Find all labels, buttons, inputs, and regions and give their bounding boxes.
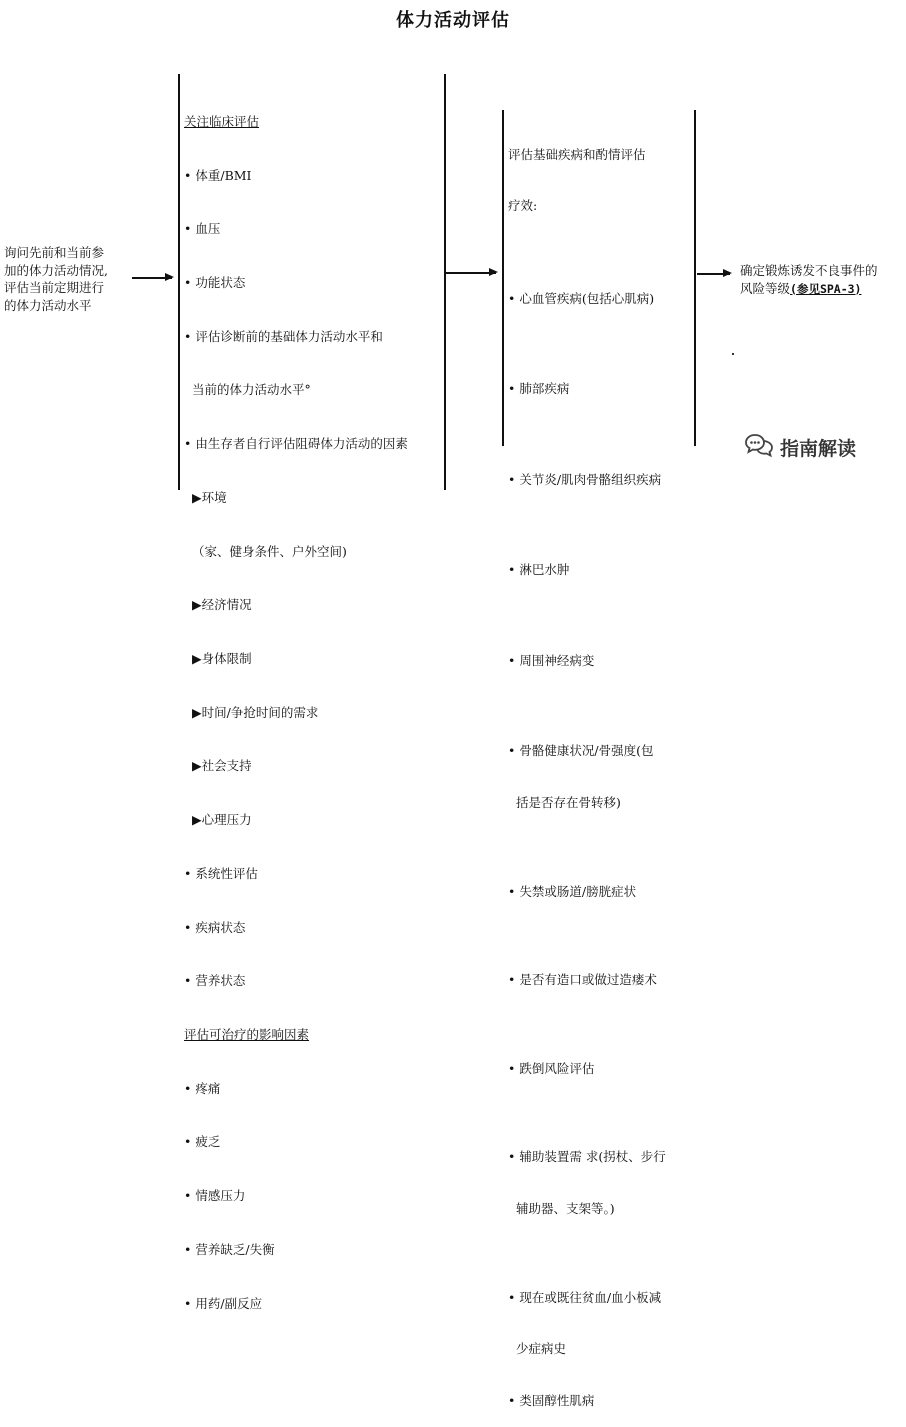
sub-item: ▶时间/争抢时间的需求 [192, 704, 319, 720]
outcome-box [740, 262, 878, 298]
list-item: • 评估诊断前的基础体力活动水平和 [184, 328, 383, 344]
stray-mark [732, 353, 734, 355]
arrow-middle-to-right [446, 272, 496, 274]
sub-item: ▶身体限制 [192, 651, 252, 666]
list-item: • 淋巴水肿 [508, 562, 570, 578]
list-item: • 周围神经病变 [508, 652, 595, 668]
list-item: • 血压 [184, 221, 221, 237]
list-item: • 功能状态 [184, 274, 246, 290]
list-item: • 跌倒风险评估 [508, 1060, 595, 1076]
left-line: 评估当前定期进行 [4, 280, 105, 296]
watermark-text: 指南解读 [780, 438, 857, 460]
right-right-bracket [694, 110, 696, 446]
list-item: • 用药/副反应 [184, 1295, 263, 1311]
spa-3-reference: (参见SPA-3) [790, 281, 862, 296]
section-heading: 关注临床评估 [184, 113, 260, 129]
sub-item-detail: （家、健身条件、户外空间) [192, 543, 347, 559]
outcome-line: 确定锻炼诱发不良事件的 [740, 263, 878, 278]
list-item: • 体重/BMI [184, 167, 252, 183]
list-item: • 情感压力 [184, 1188, 246, 1204]
left-box [4, 244, 108, 314]
section-heading: 评估基础疾病和酌情评估 [508, 146, 646, 162]
list-item: • 骨骼健康状况/骨强度(包 [508, 743, 654, 759]
list-item: • 关节炎/肌肉骨骼组织疾病 [508, 471, 662, 487]
list-item: • 现在或既往贫血/血小板减 [508, 1289, 662, 1305]
arrow-left-to-middle [132, 277, 172, 279]
middle-left-bracket [178, 74, 180, 490]
sub-item: ▶心理压力 [192, 812, 252, 828]
arrow-right-to-outcome [697, 273, 730, 275]
list-item: • 疼痛 [184, 1080, 221, 1096]
section-heading: 评估可治疗的影响因素 [184, 1027, 310, 1043]
list-item-continuation: 辅助器、支架等。) [516, 1201, 615, 1217]
list-item: • 疾病状态 [184, 919, 246, 935]
sub-item: ▶经济情况 [192, 597, 252, 613]
list-item: • 辅助装置需 求(拐杖、步行 [508, 1149, 666, 1165]
right-left-bracket [502, 110, 504, 446]
list-item: • 心血管疾病(包括心肌病) [508, 290, 655, 306]
clinical-assessment-list [184, 77, 408, 1330]
left-line: 加的体力活动情况, [4, 262, 108, 278]
list-item: • 是否有造口或做过造瘘术 [508, 972, 657, 988]
list-item-continuation: 少症病史 [516, 1341, 567, 1357]
list-item: • 失禁或肠道/膀胱症状 [508, 883, 637, 899]
watermark [744, 432, 856, 463]
sub-item: ▶环境 [192, 489, 227, 505]
list-item: • 营养状态 [184, 973, 246, 989]
list-item: • 系统性评估 [184, 865, 258, 881]
list-item-continuation: 括是否存在骨转移) [516, 795, 621, 811]
list-item: • 由生存者自行评估阻碍体力活动的因素 [184, 436, 408, 452]
list-item-continuation: 当前的体力活动水平° [192, 382, 311, 398]
sub-item: ▶社会支持 [192, 758, 252, 774]
page-title: 体力活动评估 [396, 10, 510, 31]
chat-bubbles-icon [744, 432, 774, 463]
middle-right-bracket [444, 74, 446, 490]
outcome-line: 风险等级(参见SPA-3) [740, 280, 862, 296]
list-item: • 营养缺乏/失衡 [184, 1241, 275, 1257]
comorbidity-list [508, 111, 666, 1427]
list-item: • 疲乏 [184, 1134, 221, 1150]
left-line: 的体力活动水平 [4, 297, 92, 313]
list-item: • 类固醇性肌病 [508, 1393, 595, 1409]
left-line: 询问先前和当前参 [4, 245, 105, 260]
list-item: • 肺部疾病 [508, 381, 570, 397]
section-heading-continuation: 疗效: [508, 198, 538, 214]
